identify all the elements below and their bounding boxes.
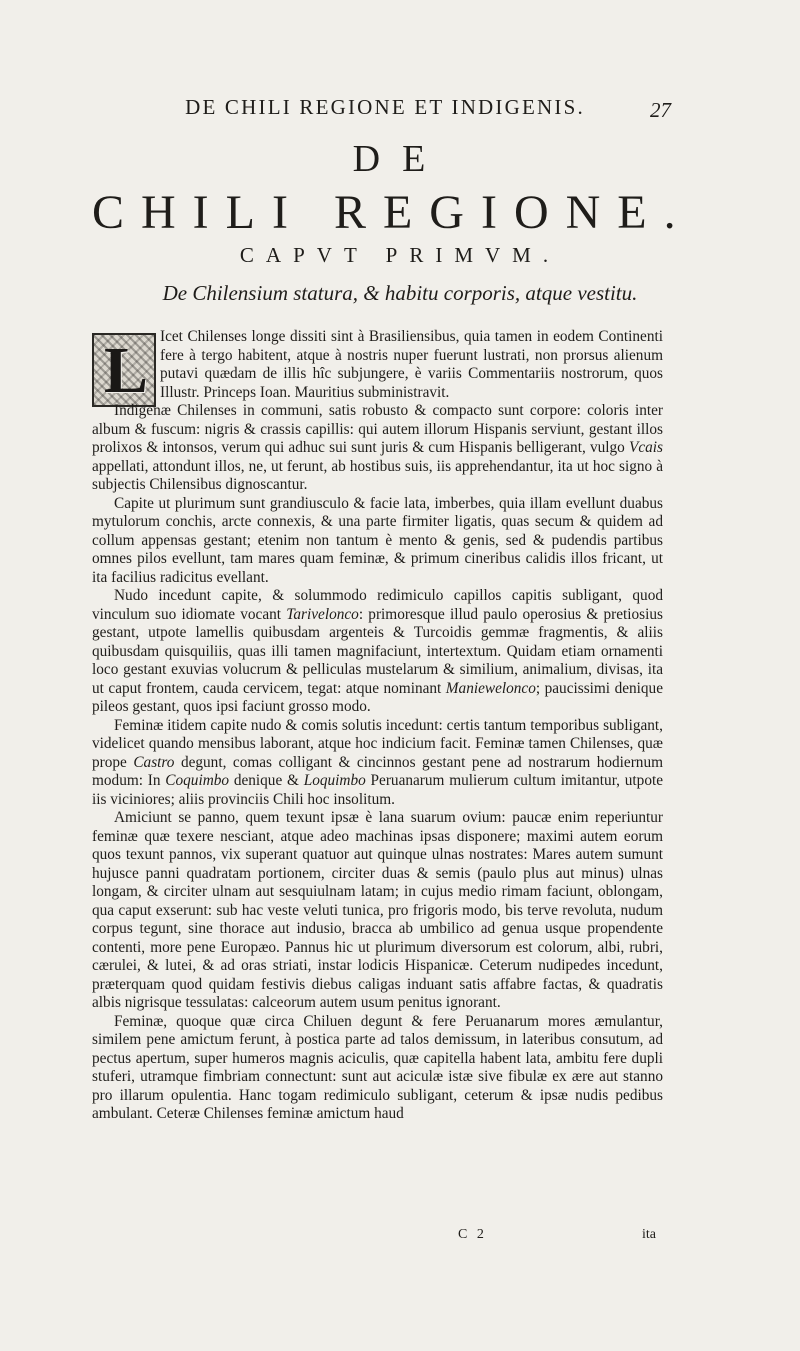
text-run: Indigenæ Chilenses in communi, satis robusto & compacto sunt corpore: coloris inter album & fuscum: nigris & crassis capillis: qui autem illorum Hispanis serviunt, gestant illos prolixos & intonsos, verum qui adhuc sui sunt juris & cum Hispanis belligerant, vulgo	[92, 402, 663, 456]
chapter-title-main: CHILI REGIONE.	[92, 186, 693, 239]
text-run: Icet Chilenses longe dissiti sint à Brasiliensibus, quia tamen in eodem Continenti fere à tergo habitent, atque à nostris nuper fuerunt lustrati, non prorsus alienum putavi quædam de illis hîc subjungere, è variis Commentariis nostrorum, quos Illustr. Princeps Ioan. Mauritius subministravit.	[160, 328, 663, 401]
paragraph	[92, 587, 663, 717]
italic-term: Maniewelonco	[445, 679, 536, 697]
text-run: degunt, comas colligant & cincinnos gestant pene ad nostrarum hodiernum modum: In	[92, 753, 663, 789]
text-run: Capite ut plurimum sunt grandiusculo & facie lata, imberbes, quia illam evellunt duabus mytulorum conchis, arcte connexis, & una parte firmiter ligatis, quas secum & quidem ad collum appensas gestant; etenim non tantum è mento & genis, sed & pudendis partibus omnes pilos evellunt, tam mares quam feminæ, & primum cineribus calidis illos fricant, ut ita facilius radicitus evellant.	[92, 494, 663, 586]
paragraph	[92, 1013, 663, 1124]
text-run: Feminæ itidem capite nudo & comis solutis incedunt: certis tantum temporibus subligant, videlicet quando mensibus laborant, atque hoc indicium facit. Feminæ tamen Chilenses, quæ prope	[92, 716, 663, 771]
italic-term: Vcais	[629, 439, 663, 456]
paragraph	[92, 402, 663, 495]
initial-space	[92, 328, 160, 402]
paragraph	[92, 809, 663, 1013]
text-run: ; paucissimi denique pileos gestant, quos ipsi faciunt grosso modo.	[92, 679, 663, 715]
text-run: denique &	[229, 772, 304, 789]
text-run: Peruanarum mulierum cultum imitantur, utpote iis viciniores; aliis provinciis Chili hoc insolitum.	[92, 772, 664, 808]
paragraph	[92, 717, 663, 810]
italic-term: Loquimbo	[303, 772, 366, 789]
text-run: Nudo incedunt capite, & solummodo redimiculo capillos capitis subligant, quod vinculum suo idiomate vocant	[92, 587, 663, 623]
text-run: appellati, attondunt illos, ne, ut ferunt, ab hostibus suis, iis apprehendantur, ita ut hoc signo à subjectis Chilensibus dignoscantur.	[92, 457, 663, 493]
chapter-subtitle: De Chilensium statura, & habitu corporis, atque vestitu.	[162, 281, 638, 305]
body-text	[92, 328, 663, 1124]
initial-letter: L	[104, 334, 149, 407]
running-head: DE CHILI REGIONE ET INDIGENIS.	[185, 95, 585, 119]
paragraph	[92, 328, 663, 402]
page-number: 27	[650, 98, 671, 122]
italic-term: Tarivelonco	[286, 605, 359, 623]
chapter-caput: CAPVT PRIMVM.	[239, 243, 561, 267]
paragraph	[92, 495, 663, 588]
chapter-title-de: DE	[352, 138, 448, 180]
text-run: : primoresque illud paulo operosius & pretiosius gestant, utpote lamellis quibusdam argenteis & Turcoidis gemmæ fragmentis, & aliis quibusdam quisquiliis, quas illi tamen magnifaciunt, intertextum. Quidam etiam ornamenti loco gestant exuvias volucrum & pelliculas mustelarum & similium, animalium, divisas, ita ut caput frontem, cauda cervicem, tegat: atque nominant	[92, 605, 663, 697]
text-run: Amiciunt se panno, quem texunt ipsæ è lana suarum ovium: paucæ enim reperiuntur feminæ quæ texere nesciant, atque adeo machinas ipsas disponere; maximi autem eorum quos texunt pannos, vix superant quatuor aut quinque ulnas nostrates: Mares autem sumunt hujusce panni quadratam portionem, circiter duas & semis (paulo plus aut minus) ulnas longam, & circiter ulnam aut sesquiulnam latam; in cujus medio rimam faciunt, oblongam, qua caput exserunt: sub hac veste veluti tunica, pro frigoris modo, bis terve revoluta, nudum corpus tegunt, sine thorace aut indusio, bracca ab umbilico ad genua usque propendente contenti, more pene Europæo. Pannus hic ut plurimum diversorum est colorum, albi, rubri, cærulei, & lutei, & ad oras striati, instar lodicis Hispanicæ. Ceterum nudipedes incedunt, præterquam quod quidam festivis diebus caligas induant satis affabre factas, & quadratis albis nigrisque tessulatas: calceorum autem usum penitus ignorant.	[92, 809, 663, 1011]
catchword: ita	[642, 1227, 656, 1242]
italic-term: Castro	[133, 753, 175, 771]
italic-term: Coquimbo	[165, 772, 230, 789]
text-run: Feminæ, quoque quæ circa Chiluen degunt & fere Peruanarum mores æmulantur, similem pene amictum ferunt, à postica parte ad talos demissum, in lateribus consutum, ad pectus apertum, super humeros magnis aciculis, quæ capitella habent lata, ambitu fere dupli stuferi, utramque fimbriam connectunt: sunt aut aciculæ istæ sive fibulæ ex ære aut stanno pro illarum opulentia. Hanc togam redimiculo subligant, ceterum & ipsæ nudis pedibus ambulant. Ceteræ Chilenses feminæ amictum haud	[92, 1012, 663, 1122]
printer-signature: C 2	[458, 1227, 487, 1242]
